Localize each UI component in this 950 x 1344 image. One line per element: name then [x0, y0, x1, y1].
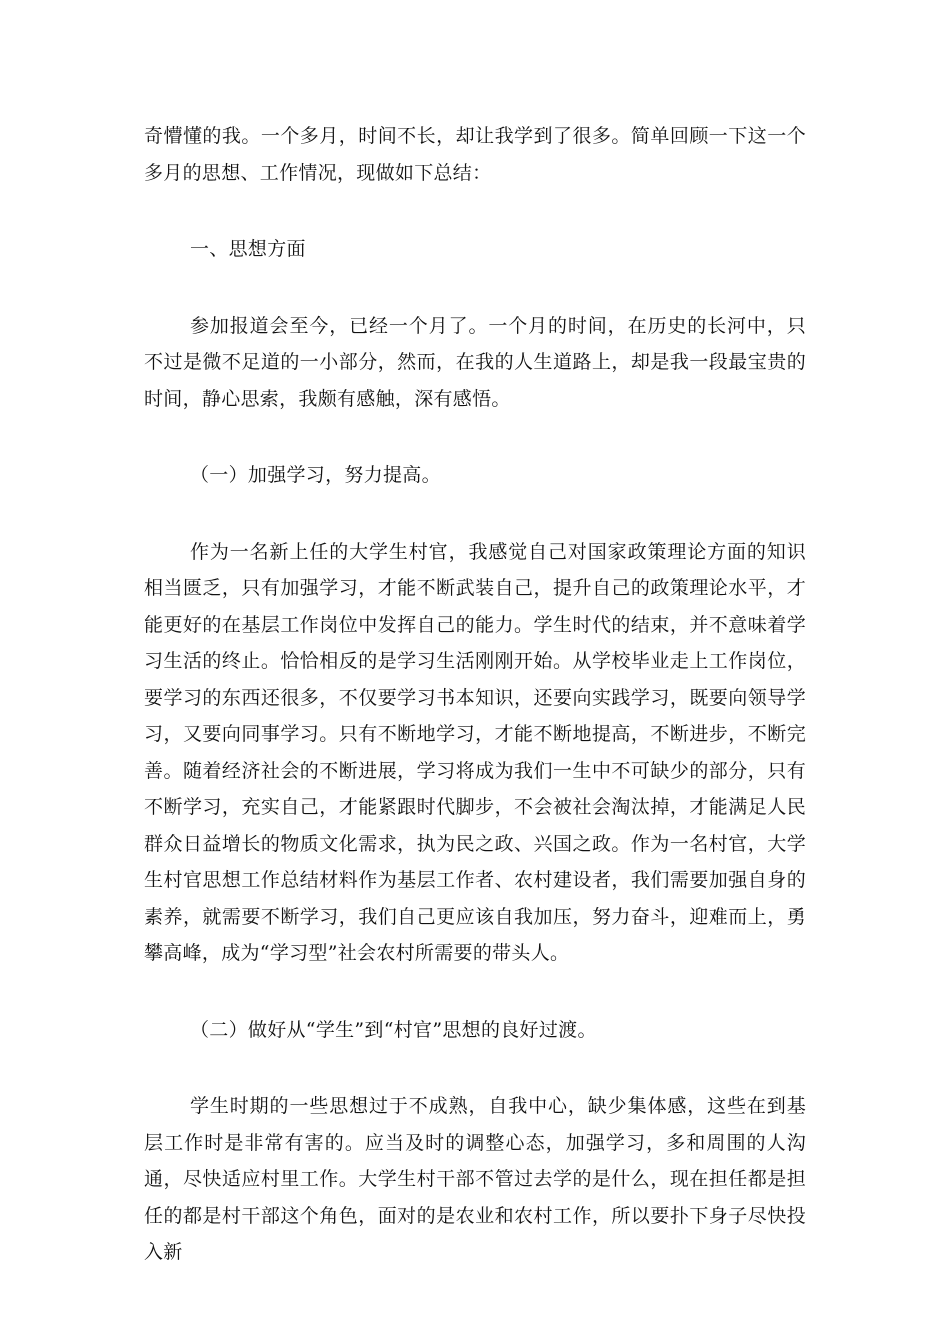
- subsection-paragraph-transition: 学生时期的一些思想过于不成熟，自我中心，缺少集体感，这些在到基层工作时是非常有害的。应当及时的调整心态，加强学习，多和周围的人沟通，尽快适应村里工作。大学生村干部不管过去学的是什么，现在担任都是担任的都是村干部这个角色，面对的是农业和农村工作，所以要扑下身子尽快投入新: [144, 1095, 806, 1263]
- document-body: [144, 118, 806, 1271]
- paragraph-gap: [144, 417, 806, 457]
- paragraph-gap: [144, 494, 806, 534]
- paragraph-gap: [144, 972, 806, 1012]
- subsection-paragraph-study: 作为一名新上任的大学生村官，我感觉自己对国家政策理论方面的知识相当匮乏，只有加强学习，才能不断武装自己，提升自己的政策理论水平，才能更好的在基层工作岗位中发挥自己的能力。学生时代的结束，并不意味着学习生活的终止。恰恰相反的是学习生活刚刚开始。从学校毕业走上工作岗位，要学习的东西还很多，不仅要学习书本知识，还要向实践学习，既要向领导学习，又要向同事学习。只有不断地学习，才能不断地提高，不断进步，不断完善。随着经济社会的不断进展，学习将成为我们一生中不可缺少的部分，只有不断学习，充实自己，才能紧跟时代脚步，不会被社会淘汰掉，才能满足人民群众日益增长的物质文化需求，执为民之政、兴国之政。作为一名村官，大学生村官思想工作总结材料作为基层工作者、农村建设者，我们需要加强自身的素养，就需要不断学习，我们自己更应该自我加压，努力奋斗，迎难而上，勇攀高峰，成为“学习型”社会农村所需要的带头人。: [144, 540, 806, 964]
- section-paragraph-thought: 参加报道会至今，已经一个月了。一个月的时间，在历史的长河中，只不过是微不足道的一小部分，然而，在我的人生道路上，却是我一段最宝贵的时间，静心思索，我颇有感触，深有感悟。: [144, 314, 806, 410]
- subsection-heading-study: （一）加强学习，努力提高。: [190, 464, 441, 486]
- subsection-heading-transition: （二）做好从“学生”到“村官”思想的良好过渡。: [190, 1018, 597, 1041]
- intro-paragraph: 奇懵懂的我。一个多月，时间不长，却让我学到了很多。简单回顾一下这一个多月的思想、工作情况，现做如下总结：: [144, 125, 806, 184]
- paragraph-gap: [144, 1048, 806, 1088]
- section-heading-thought: 一、思想方面: [190, 238, 306, 260]
- paragraph-gap: [144, 191, 806, 231]
- paragraph-gap: [144, 268, 806, 308]
